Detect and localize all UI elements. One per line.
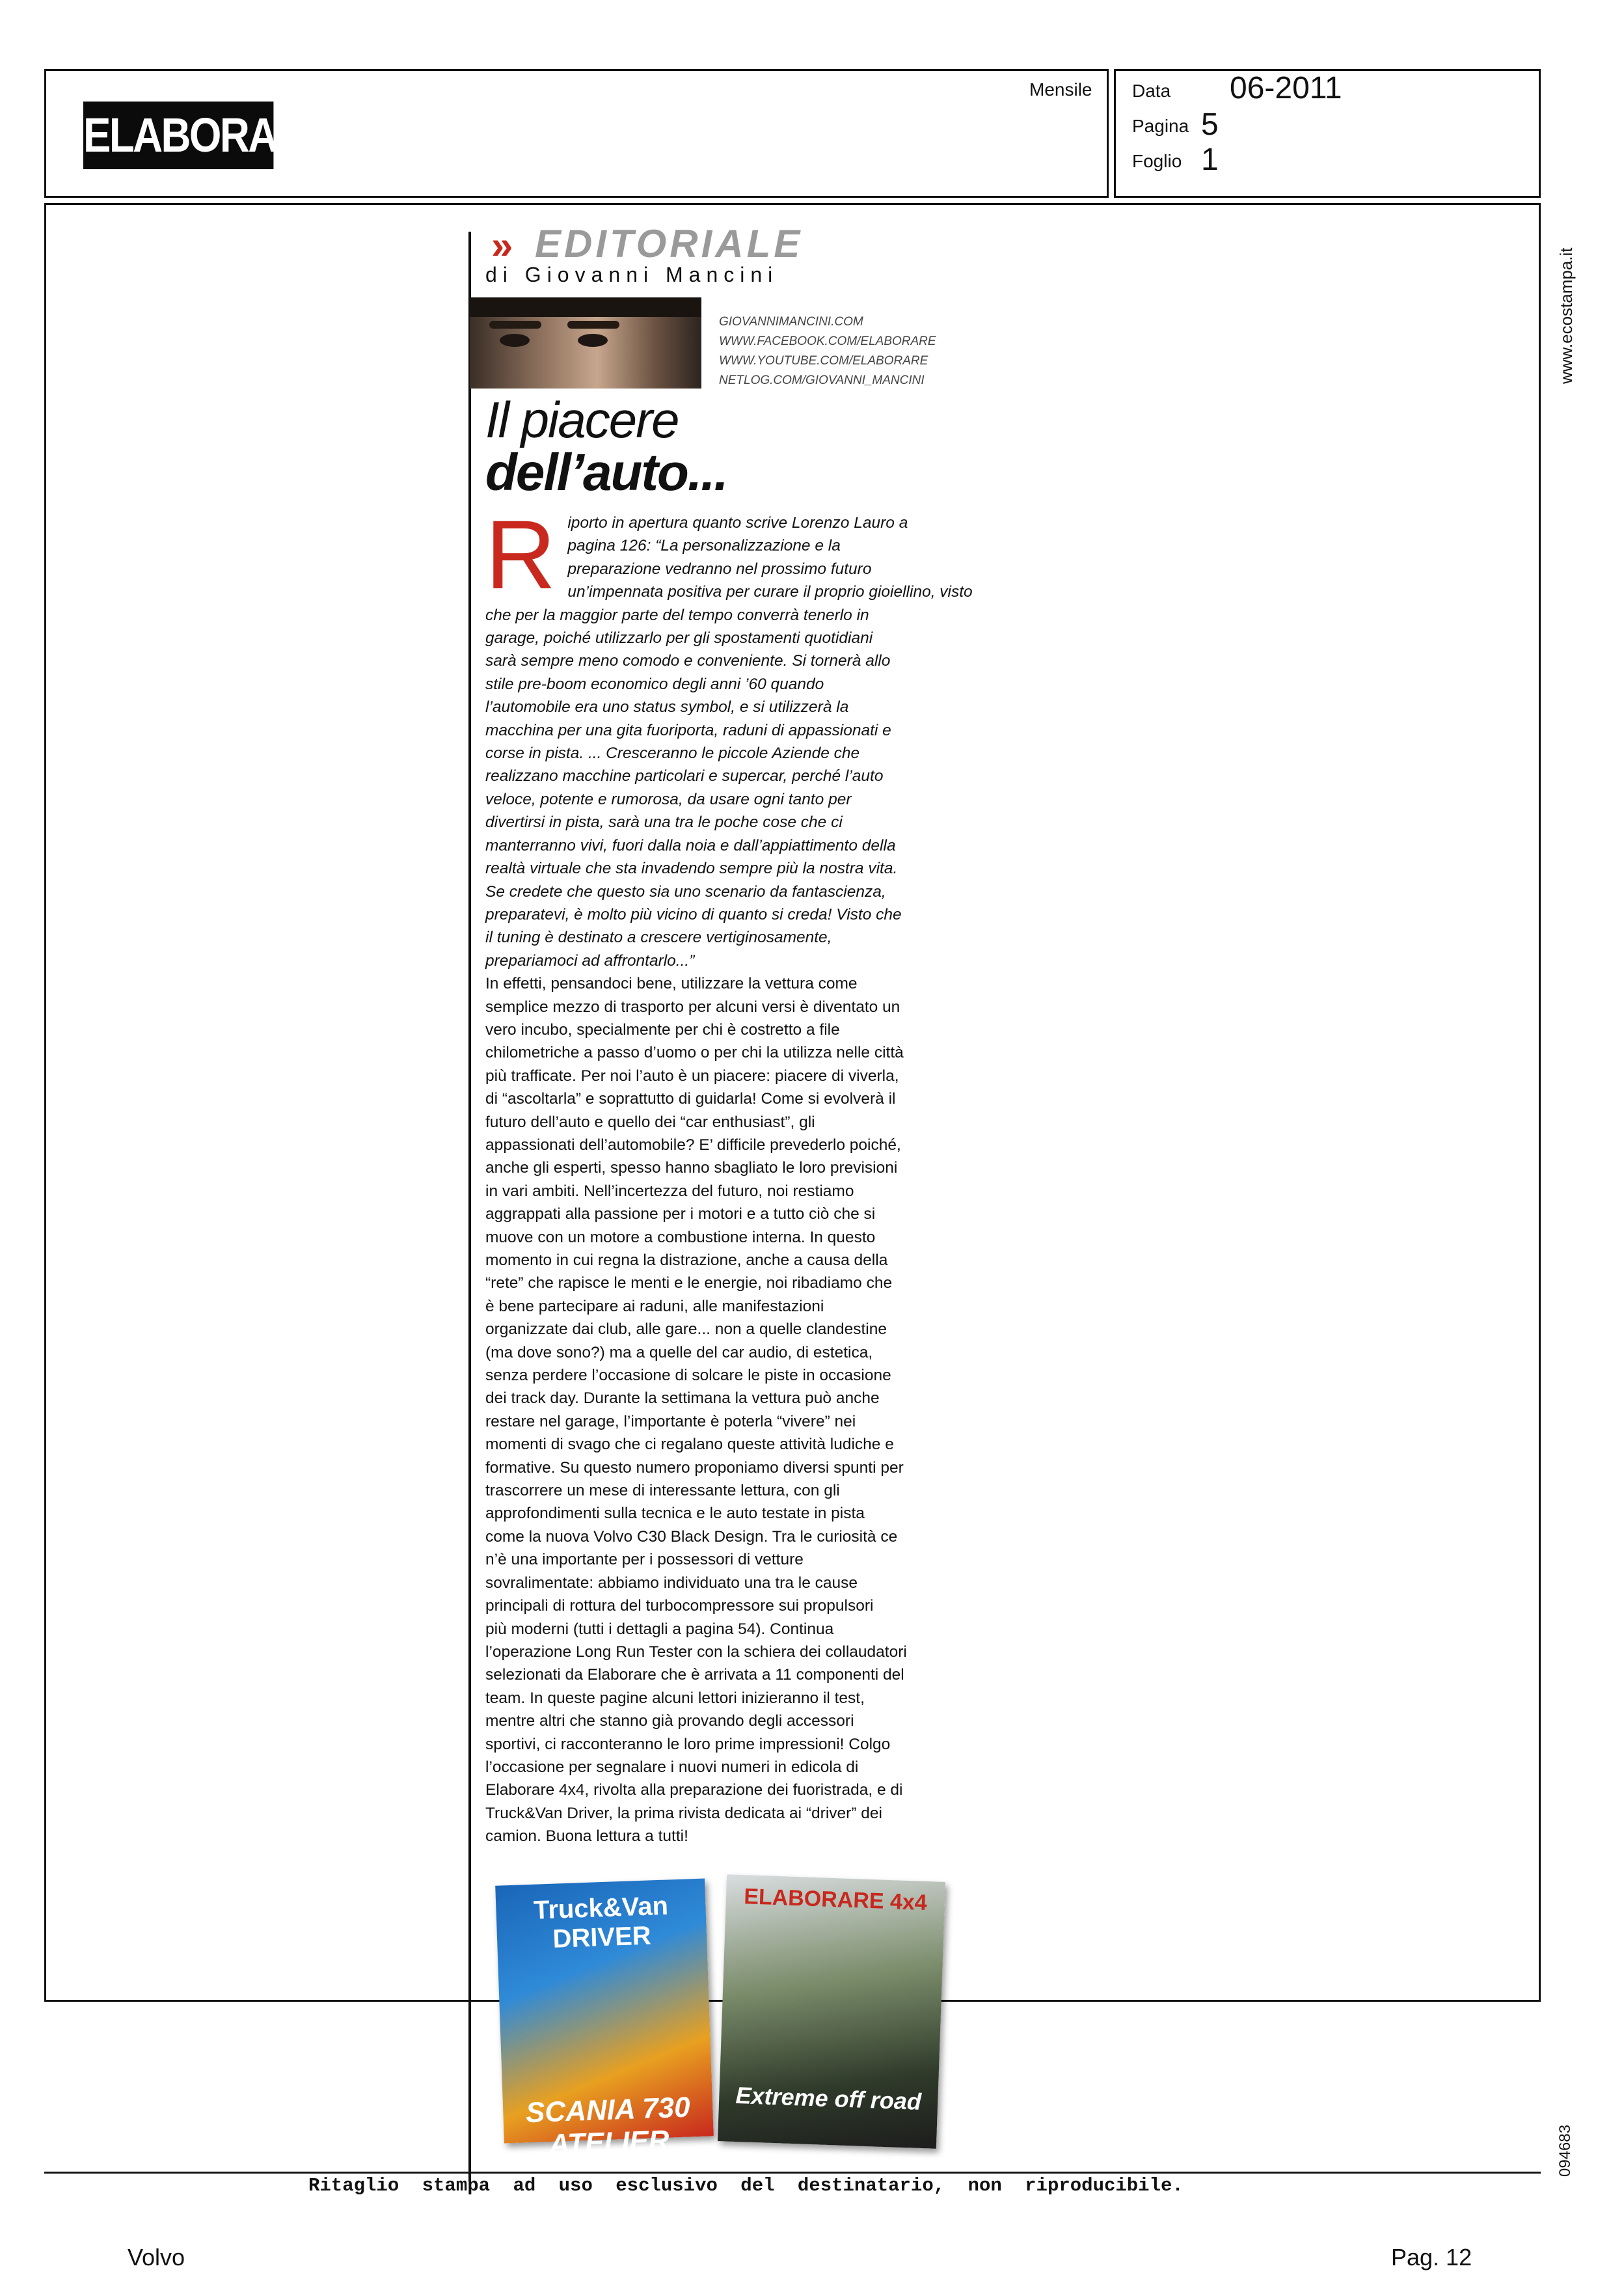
author-byline: di Giovanni Mancini — [485, 263, 779, 286]
article-line: “rete” che rapisce le menti e le energie, noi ribadiamo che — [485, 1274, 893, 1292]
author-photo — [470, 297, 701, 389]
article-line: l’occasione per segnalare i nuovi numeri in edicola di — [485, 1758, 859, 1776]
photo-eye-right — [578, 334, 608, 347]
article-line: formative. Su questo numero proponiamo diversi spunti per — [485, 1458, 904, 1477]
link-netlog[interactable]: NETLOG.COM/GIOVANNI_MANCINI — [719, 374, 925, 387]
article-line: l’operazione Long Run Tester con la schiera dei collaudatori — [485, 1643, 907, 1661]
article-line: muove con un motore a combustione interna. In questo — [485, 1228, 876, 1246]
article-line: dei track day. Durante la settimana la vettura può anche — [485, 1389, 880, 1408]
photo-eye-left — [500, 334, 530, 347]
article-line: aggrappati alla passione per i motori e a tutto ciò che si — [485, 1205, 876, 1223]
article-line: prepariamoci ad affrontarlo...” — [485, 951, 695, 970]
article-line: restare nel garage, l’importante è poterla “vivere” nei — [485, 1412, 856, 1430]
article-line: garage, poiché utilizzarlo per gli spostamenti quotidiani — [485, 629, 873, 648]
clipping-notice: Ritaglio stampa ad uso esclusivo del destinatario, non riproducibile. — [308, 2175, 1184, 2196]
article-line: preparatevi, è molto più vicino di quanto si creda! Visto che — [485, 905, 902, 923]
section-arrow-icon: » — [491, 223, 507, 267]
footer-brand: Volvo — [128, 2244, 185, 2271]
article-line: un’impennata positiva per curare il proprio gioiellino, visto — [567, 583, 973, 601]
article-line: in vari ambiti. Nell’incertezza del futuro, noi restiamo — [485, 1182, 854, 1200]
article-line: realizzano macchine particolari e supercar, perché l’auto — [485, 767, 884, 785]
article-body — [485, 500, 973, 1848]
article-line: trascorrere un mese di interessante lettura, con gli — [485, 1482, 840, 1500]
article-line: senza perdere l’occasione di solcare le piste in occasione — [485, 1367, 891, 1385]
article-line: Se credete che questo sia uno scenario da fantascienza, — [485, 882, 886, 901]
article-line: appassionati dell’automobile? E’ difficile prevederlo poiché, — [485, 1136, 901, 1154]
article-line: semplice mezzo di trasporto per alcuni versi è diventato un — [485, 998, 900, 1016]
cover1-title: Truck&Van DRIVER — [533, 1891, 669, 1954]
ecostampa-url: www.ecostampa.it — [1556, 247, 1576, 384]
article-line: principali di rottura del turbocompressore sui propulsori — [485, 1597, 874, 1615]
article-line: momenti di svago che ci regalano queste attività ludiche e — [485, 1436, 894, 1454]
article-line: (ma dove sono?) ma a quelle del car audio, di estetica, — [485, 1343, 873, 1361]
photo-hair — [470, 297, 701, 317]
article-line: team. In queste pagine alcuni lettori inizieranno il test, — [485, 1689, 865, 1707]
article-line: che per la maggior parte del tempo converrà tenerlo in — [485, 606, 869, 624]
article-line: In effetti, pensandoci bene, utilizzare la vettura come — [485, 975, 858, 993]
article-line: organizzate dai club, alle gare... non a quelle clandestine — [485, 1320, 887, 1339]
headline-line-2: dell’auto... — [485, 443, 727, 501]
article-line: come la nuova Volvo C30 Black Design. Tra le curiosità ce — [485, 1527, 898, 1546]
article-line: Truck&Van Driver, la prima rivista dedicata ai “driver” dei — [485, 1804, 882, 1822]
article-line: mentre altri che stanno già provando degli accessori — [485, 1712, 854, 1730]
photo-brow-left — [489, 321, 541, 329]
drop-cap: R — [485, 500, 556, 609]
cover1-subtitle: SCANIA 730 ATELIER — [525, 2091, 691, 2161]
periodicity-label: Mensile — [1029, 79, 1092, 100]
article-line: pagina 126: “La personalizzazione e la — [567, 537, 841, 555]
pagina-label: Pagina — [1132, 116, 1189, 136]
data-value: 06-2011 — [1230, 71, 1342, 105]
article-line: chilometriche a passo d’uomo o per chi la utilizza nelle città — [485, 1044, 904, 1062]
foglio-value: 1 — [1201, 143, 1219, 177]
photo-brow-right — [567, 321, 619, 329]
headline-line-1: Il piacere — [485, 391, 679, 448]
article-line: sportivi, ci racconteranno le loro prime impressioni! Colgo — [485, 1735, 891, 1753]
article-line: camion. Buona lettura a tutti! — [485, 1827, 688, 1846]
article-line: futuro dell’auto e quello dei “car enthusiast”, gli — [485, 1113, 815, 1131]
article-line: realtà virtuale che sta invadendo sempre più la nostra vita. — [485, 860, 898, 878]
article-line: anche gli esperti, spesso hanno sbagliato le loro previsioni — [485, 1159, 898, 1177]
section-title: EDITORIALE — [535, 222, 804, 266]
article-line: Elaborare 4x4, rivolta alla preparazione dei fuoristrada, e di — [485, 1781, 903, 1799]
link-facebook[interactable]: WWW.FACEBOOK.COM/ELABORARE — [719, 334, 936, 348]
truck-van-driver-cover — [495, 1879, 714, 2161]
article-line: è bene partecipare ai raduni, alle manifestazioni — [485, 1297, 824, 1315]
article-line: iporto in apertura quanto scrive Lorenzo Lauro a — [567, 514, 908, 532]
article-line: vero incubo, specialmente per chi è costretto a file — [485, 1020, 840, 1039]
article-line: approfondimenti sulla tecnica e le auto testate in pista — [485, 1505, 865, 1523]
article-line: manterranno vivi, fuori dalla noia e dall’appiattimento della — [485, 836, 896, 854]
data-label: Data — [1132, 81, 1171, 101]
column-rule — [468, 232, 471, 2181]
article-line: veloce, potente e rumorosa, da usare ogni tanto per — [485, 790, 852, 808]
pagina-value: 5 — [1201, 107, 1219, 142]
article-line: selezionati da Elaborare che è arrivata a 11 componenti del — [485, 1666, 904, 1684]
footer-page: Pag. 12 — [1391, 2244, 1472, 2271]
article-line: momento in cui regna la distrazione, anche a causa della — [485, 1251, 888, 1269]
article-line: di “ascoltarla” e soprattutto di guidarla! Come si evolverà il — [485, 1090, 896, 1108]
cover2-title: ELABORARE 4x4 — [743, 1884, 928, 1916]
article-line: più moderni (tutti i dettagli a pagina 54). Continua — [485, 1620, 834, 1638]
article-line: stile pre-boom economico degli anni ’60 quando — [485, 675, 824, 693]
article-line: corse in pista. ... Cresceranno le piccole Aziende che — [485, 744, 860, 763]
author-links — [719, 312, 936, 390]
article-line: l’automobile era uno status symbol, e si utilizzerà la — [485, 698, 849, 716]
cover2-subtitle: Extreme off road — [735, 2081, 922, 2115]
article-line: il tuning è destinato a crescere vertiginosamente, — [485, 929, 832, 947]
link-website[interactable]: GIOVANNIMANCINI.COM — [719, 315, 863, 329]
article-lines — [485, 500, 973, 1848]
elaborare-logo: ELABORARE — [83, 102, 273, 169]
article-line: n’è una importante per i possessori di vetture — [485, 1551, 804, 1569]
article-line: più trafficate. Per noi l’auto è un piacere: piacere di viverla, — [485, 1067, 899, 1085]
elaborare-4x4-cover — [718, 1874, 945, 2148]
article-line: sarà sempre meno comodo e conveniente. Si tornerà allo — [485, 652, 891, 670]
article-line: divertirsi in pista, sarà una tra le poche cose che ci — [485, 813, 843, 832]
link-youtube[interactable]: WWW.YOUTUBE.COM/ELABORARE — [719, 354, 928, 368]
footer-divider — [44, 2172, 1541, 2174]
article-line: sovralimentate: abbiamo individuato una tra le cause — [485, 1574, 858, 1592]
clipping-code: 094683 — [1556, 2124, 1574, 2177]
article-line: preparazione vedranno nel prossimo futuro — [567, 560, 872, 578]
article-line: macchina per una gita fuoriporta, raduni di appassionati e — [485, 721, 891, 739]
foglio-label: Foglio — [1132, 151, 1182, 171]
